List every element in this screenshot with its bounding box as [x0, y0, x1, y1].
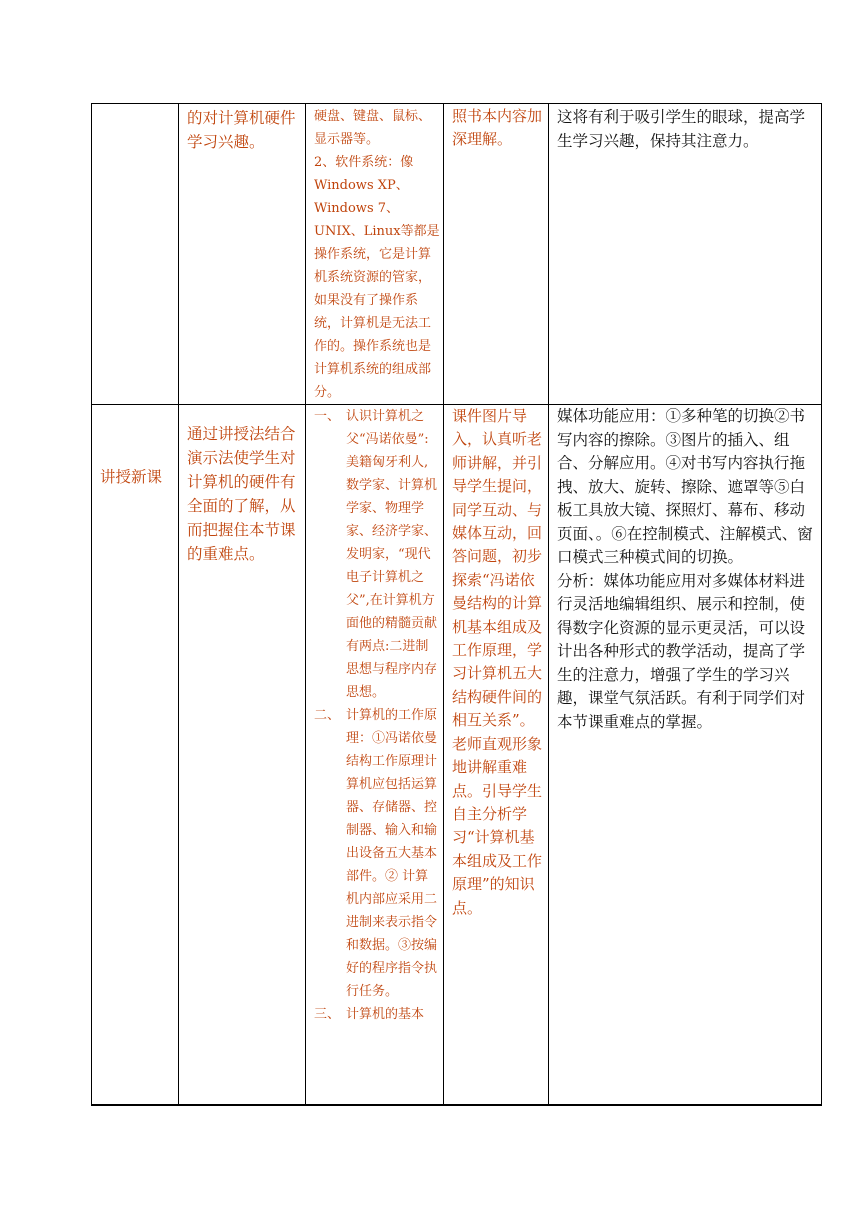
table-row: [92, 104, 822, 405]
objective-text: 的对计算机硬件学习兴趣。: [187, 109, 296, 151]
outline-text: 计算机的工作原理：①冯诺依曼结构工作原理计算机应包括运算器、存储器、控制器、输入和输出设备五大基本部件。② 计算机内部应采用二进制来表示指令和数据。③按编好的程序指令执行任务。: [346, 708, 438, 999]
activity-cell: [444, 405, 549, 1106]
analysis-cell: [549, 104, 822, 405]
outline-item: [314, 1003, 440, 1026]
outline-number: 二、: [314, 708, 341, 723]
outline-item: [314, 405, 440, 704]
outline-number: 三、: [314, 1007, 341, 1022]
outline-item: [314, 704, 440, 1003]
objective-cell: [179, 405, 306, 1106]
content-outline: [306, 405, 443, 1026]
outline-text: 认识计算机之父“冯诺依曼”:美籍匈牙利人,数学家、计算机学家、物理学家、经济学家、发明家，“现代电子计算机之父”,在计算机方面他的精髓贡献有两点:二进制思想与程序内存思想。: [346, 409, 438, 700]
content-cell: [306, 104, 444, 405]
outline-text: 计算机的基本: [346, 1007, 425, 1022]
analysis-paragraph: 分析：媒体功能应用对多媒体材料进行灵活地编辑组织、展示和控制，使得数字化资源的显示更灵活，可以设计出各种形式的教学活动，提高了学生的注意力，增强了学生的学习兴趣，课堂气氛活跃。有利于同学们对本节课重难点的掌握。: [557, 571, 806, 731]
activity-text: 照书本内容加深理解。: [452, 107, 543, 149]
activity-text: [444, 405, 548, 920]
activity-cell: [444, 104, 549, 405]
content-paragraph: 2、软件系统：像Windows XP、Windows 7、UNIX、Linux等都是操作系统，它是计算机系统资源的管家，如果没有了操作系统，计算机是无法工作的。操作系统也是计算机系统的组成部分。: [314, 155, 440, 400]
stage-cell: [92, 405, 179, 1106]
stage-label: 讲授新课: [100, 467, 163, 486]
analysis-text: [549, 405, 821, 734]
content-text: [306, 104, 443, 404]
analysis-cell: [549, 405, 822, 1106]
stage-cell: [92, 104, 179, 405]
outline-number: 一、: [314, 409, 341, 424]
lesson-plan-table: [91, 103, 822, 1106]
analysis-text: 这将有利于吸引学生的眼球，提高学生学习兴趣，保持其注意力。: [557, 108, 806, 150]
objective-text: 通过讲授法结合演示法使学生对计算机的硬件有全面的了解，从而把握住本节课的重难点。: [187, 425, 296, 563]
activity-paragraph: 课件图片导入，认真听老师讲解，并引导学生提问，同学互动、与媒体互动，回答问题，初步探索“冯诺依曼结构的计算机基本组成及工作原理，学习计算机五大结构硬件间的相互关系”。: [452, 407, 543, 730]
activity-paragraph: 老师直观形象地讲解重难点。引导学生自主分析学习“计算机基本组成及工作原理”的知识点。: [452, 734, 543, 917]
content-cell: [306, 405, 444, 1106]
objective-cell: [179, 104, 306, 405]
content-paragraph: 硬盘、键盘、鼠标、显示器等。: [314, 109, 432, 147]
analysis-paragraph: 媒体功能应用：①多种笔的切换②书写内容的擦除。③图片的插入、组合、分解应用。④对书写内容执行拖拽、放大、旋转、擦除、遮罩等⑤白板工具放大镜、探照灯、幕布、移动页面、。⑥在控制模式、注解模式、窗口模式三种模式间的切换。: [557, 407, 813, 566]
table-row: [92, 405, 822, 1106]
